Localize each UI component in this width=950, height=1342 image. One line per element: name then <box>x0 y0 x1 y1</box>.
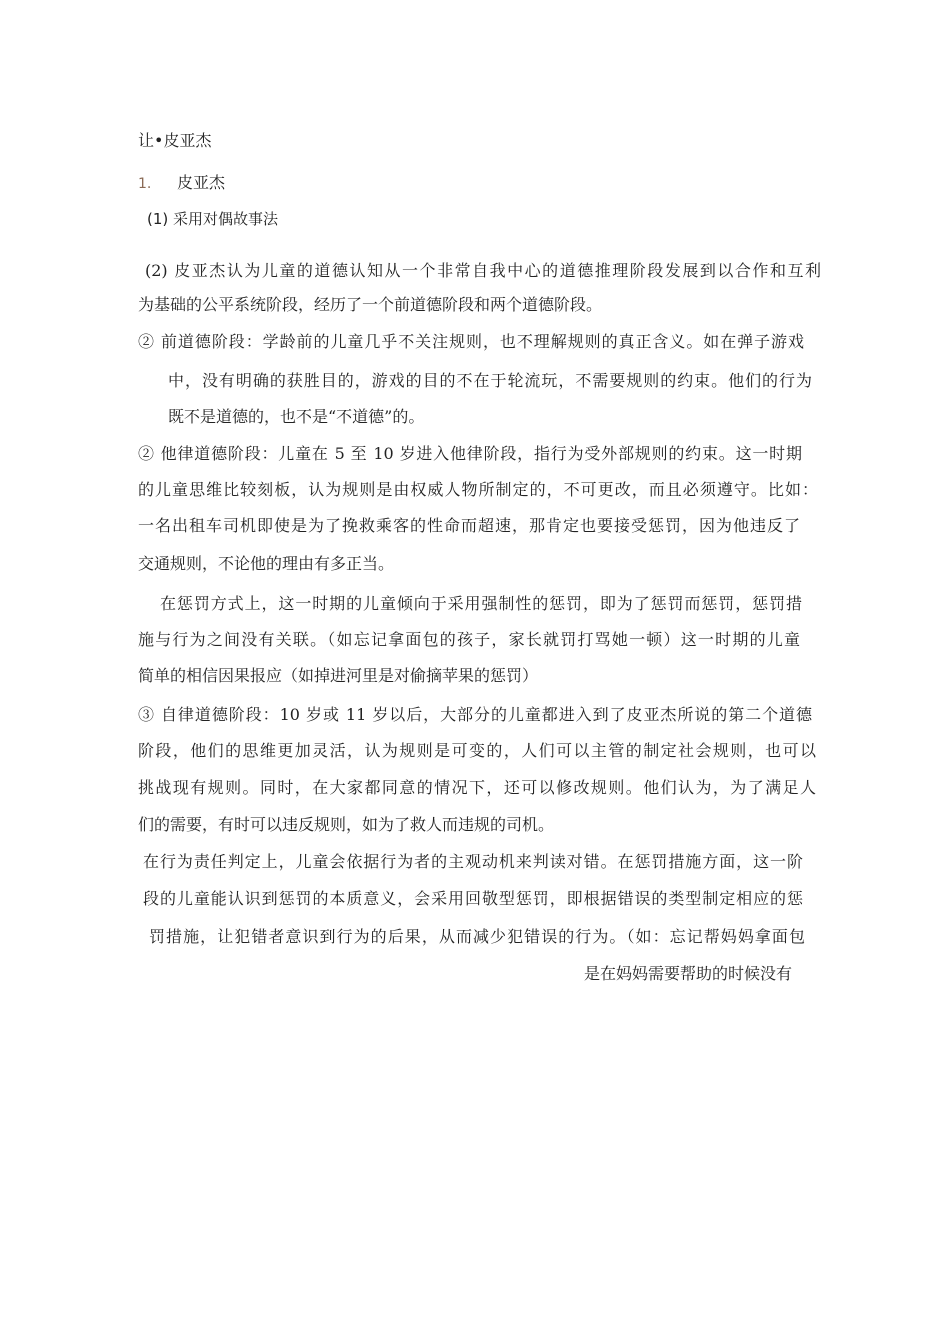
paragraph-line: 阶段，他们的思维更加灵活，认为规则是可变的，人们可以主管的制定社会规则，也可以 <box>138 741 816 760</box>
paragraph-line: 段的儿童能认识到惩罚的本质意义，会采用回敬型惩罚，即根据错误的类型制定相应的惩 <box>143 889 803 908</box>
paragraph-line: 一名出租车司机即使是为了挽救乘客的性命而超速，那肯定也要接受惩罚，因为他违反了 <box>138 516 800 535</box>
paragraph-line: 是在妈妈需要帮助的时候没有 <box>584 964 793 983</box>
paragraph-line: (2) 皮亚杰认为儿童的道德认知从一个非常自我中心的道德推理阶段发展到以合作和互利 <box>145 261 821 280</box>
list-number: 1. <box>138 176 152 192</box>
paragraph-line: (1) 采用对偶故事法 <box>147 210 279 228</box>
paragraph-line: 交通规则，不论他的理由有多正当。 <box>138 554 395 573</box>
list-heading-text: 皮亚杰 <box>177 173 226 192</box>
list-item-heading <box>138 172 225 195</box>
paragraph-line: 中，没有明确的获胜目的，游戏的目的不在于轮流玩，不需要规则的约束。他们的行为 <box>168 371 812 390</box>
paragraph-line: 施与行为之间没有关联。（如忘记拿面包的孩子，家长就罚打骂她一顿）这一时期的儿童 <box>138 630 800 649</box>
paragraph-line: 挑战现有规则。同时，在大家都同意的情况下，还可以修改规则。他们认为，为了满足人 <box>138 778 816 797</box>
paragraph-line: 为基础的公平系统阶段，经历了一个前道德阶段和两个道德阶段。 <box>138 295 603 314</box>
paragraph-line: 在惩罚方式上，这一时期的儿童倾向于采用强制性的惩罚，即为了惩罚而惩罚，惩罚措 <box>160 594 802 613</box>
paragraph-line: ② 前道德阶段：学龄前的儿童几乎不关注规则，也不理解规则的真正含义。如在弹子游戏 <box>138 332 804 351</box>
paragraph-line: 在行为责任判定上，儿童会依据行为者的主观动机来判读对错。在惩罚措施方面，这一阶 <box>143 852 803 871</box>
document-title: 让•皮亚杰 <box>138 131 212 150</box>
paragraph-line: ③ 自律道德阶段：10 岁或 11 岁以后，大部分的儿童都进入到了皮亚杰所说的第二个道德 <box>138 705 812 724</box>
paragraph-line: 简单的相信因果报应（如掉进河里是对偷摘苹果的惩罚） <box>138 666 539 685</box>
paragraph-line: 的儿童思维比较刻板，认为规则是由权威人物所制定的，不可更改，而且必须遵守。比如： <box>138 480 818 499</box>
paragraph-line: ② 他律道德阶段：儿童在 5 至 10 岁进入他律阶段，指行为受外部规则的约束。这一时期 <box>138 444 802 463</box>
paragraph-line: 罚措施，让犯错者意识到行为的后果，从而减少犯错误的行为。（如：忘记帮妈妈拿面包 <box>149 927 805 946</box>
paragraph-line: 们的需要，有时可以违反规则，如为了救人而违规的司机。 <box>138 815 555 834</box>
paragraph-line: 既不是道德的，也不是“不道德”的。 <box>168 407 425 426</box>
